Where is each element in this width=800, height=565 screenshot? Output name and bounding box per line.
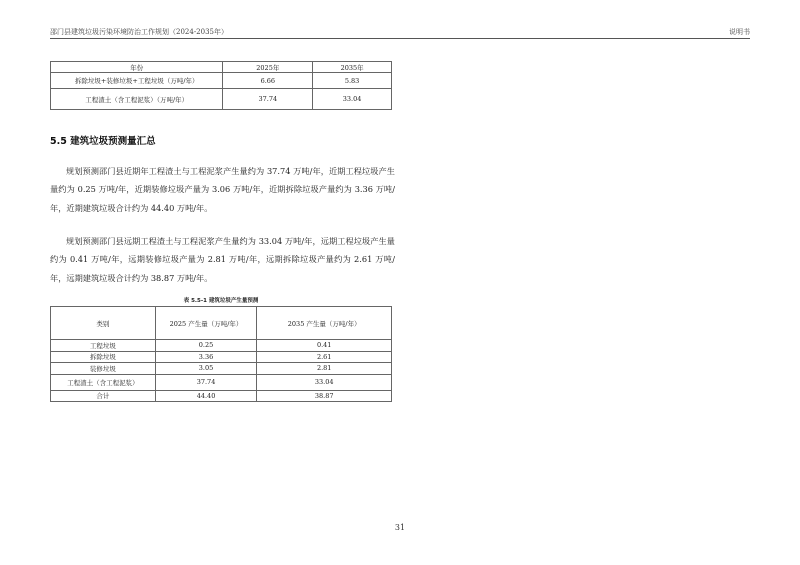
table-header-row [51, 307, 392, 340]
table-cell: 3.05 [155, 363, 257, 375]
table-cell: 2.81 [257, 363, 392, 375]
forecast-table [50, 306, 392, 402]
table-cell: 38.87 [257, 390, 392, 402]
table-caption: 表 5.5-1 建筑垃圾产生量预测 [183, 298, 259, 304]
table-row [51, 340, 392, 352]
header-divider [50, 38, 750, 39]
table-cell: 0.41 [257, 340, 392, 352]
table-header-row [51, 62, 392, 73]
table-row [51, 363, 392, 375]
body-paragraph: 规划预测邵门县近期年工程渣土与工程泥浆产生量约为 37.74 万吨/年，近期工程垃圾产生量约为 0.25 万吨/年，近期装修垃圾产量为 3.06 万吨/年，近期拆除垃圾产量约为 3.36 万吨/年，近期建筑垃圾合计约为 44.40 万吨/年。 [50, 166, 395, 213]
table-cell: 3.36 [155, 351, 257, 363]
table-row [51, 73, 392, 89]
table-cell: 装修垃圾 [51, 363, 156, 375]
table-cell: 6.66 [223, 73, 313, 89]
column-header: 类别 [51, 307, 156, 340]
table-cell: 37.74 [223, 89, 313, 110]
table-cell: 工程垃圾 [51, 340, 156, 352]
table-cell: 0.25 [155, 340, 257, 352]
column-header: 2035年 [313, 62, 392, 73]
table-row-total [51, 390, 392, 402]
table-cell: 37.74 [155, 374, 257, 390]
document-header-section: 说明书 [729, 28, 750, 36]
table-row [51, 351, 392, 363]
table-cell: 合计 [51, 390, 156, 402]
summary-table [50, 61, 392, 110]
body-paragraph: 规划预测邵门县远期工程渣土与工程泥浆产生量约为 33.04 万吨/年，远期工程垃圾产生量约为 0.41 万吨/年，远期装修垃圾产量为 2.81 万吨/年，远期拆除垃圾产量约为 2.61 万吨/年，远期建筑垃圾合计约为 38.87 万吨/年。 [50, 236, 395, 283]
table-row [51, 374, 392, 390]
table-cell: 5.83 [313, 73, 392, 89]
table-cell: 拆除垃圾+装修垃圾+工程垃圾（万吨/年） [51, 73, 223, 89]
column-header: 年份 [51, 62, 223, 73]
document-header-title: 邵门县建筑垃圾污染环境防治工作规划（2024-2035年） [50, 28, 228, 36]
table-cell: 工程渣土（含工程泥浆） [51, 374, 156, 390]
column-header: 2035 产生量（万吨/年） [257, 307, 392, 340]
table-cell: 44.40 [155, 390, 257, 402]
section-heading: 5.5 建筑垃圾预测量汇总 [50, 136, 156, 147]
table-cell: 拆除垃圾 [51, 351, 156, 363]
table-row [51, 89, 392, 110]
table-cell: 工程渣土（含工程泥浆）（万吨/年） [51, 89, 223, 110]
table-cell: 2.61 [257, 351, 392, 363]
table-cell: 33.04 [313, 89, 392, 110]
column-header: 2025 产生量（万吨/年） [155, 307, 257, 340]
column-header: 2025年 [223, 62, 313, 73]
table-cell: 33.04 [257, 374, 392, 390]
page-number: 31 [394, 523, 406, 532]
